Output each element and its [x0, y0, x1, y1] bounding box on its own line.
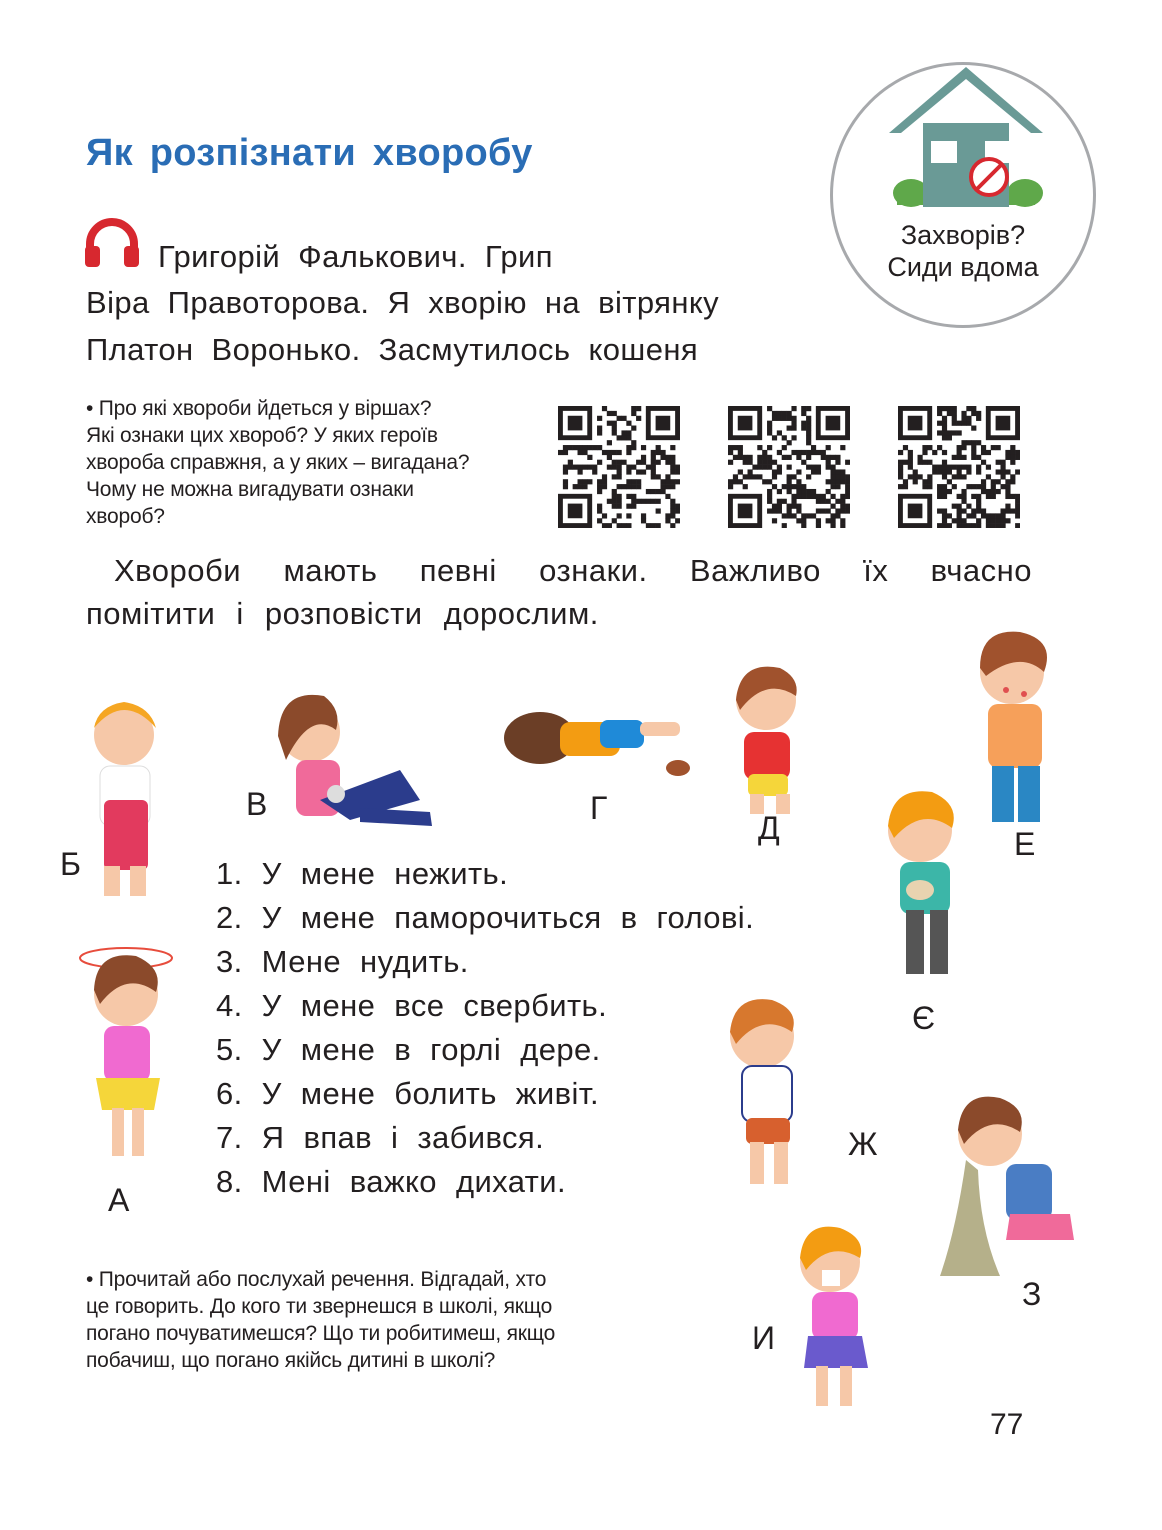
- task-text: [86, 1266, 555, 1374]
- child-z-illustration: [940, 1097, 1074, 1276]
- question-line: хвороб?: [86, 505, 165, 528]
- list-item: 7. Я впав і забився.: [216, 1120, 545, 1155]
- child-b-illustration: [94, 702, 156, 896]
- list-item: 2. У мене паморочиться в голові.: [216, 900, 755, 935]
- main-text-line-1: Хвороби мають певні ознаки. Важливо їх вчасно: [114, 553, 1032, 588]
- question-line: хвороба справжня, а у яких – вигадана?: [86, 451, 470, 474]
- sign-line-1: Захворів?: [900, 220, 1026, 250]
- list-item: 3. Мене нудить.: [216, 944, 469, 979]
- poem-3[interactable]: Платон Воронько. Засмутилось кошеня: [86, 332, 699, 367]
- task-line: це говорить. До кого ти звернешся в школі, якщо: [86, 1295, 553, 1318]
- poem-2[interactable]: Віра Правоторова. Я хворію на вітрянку: [86, 285, 720, 320]
- task-line: • Прочитай або послухай речення. Відгадай, хто: [86, 1268, 547, 1291]
- question-line: Чому не можна вигадувати ознаки: [86, 478, 414, 501]
- letter-v: В: [246, 786, 268, 822]
- question-line: • Про які хвороби йдеться у віршах?: [86, 397, 432, 420]
- page-title: Як розпізнати хворобу: [86, 132, 533, 174]
- child-h-illustration: [504, 712, 690, 776]
- list-item: 4. У мене все свербить.: [216, 988, 608, 1023]
- list-item: 1. У мене нежить.: [216, 856, 509, 891]
- child-a-illustration: [80, 948, 172, 1156]
- child-e-illustration: [980, 632, 1047, 822]
- child-v-illustration: [278, 695, 432, 826]
- letter-h: Г: [590, 790, 608, 826]
- child-d-illustration: [736, 667, 797, 814]
- letter-zh: Ж: [848, 1126, 878, 1162]
- letter-y: И: [752, 1320, 775, 1356]
- list-item: 5. У мене в горлі дере.: [216, 1032, 601, 1067]
- sentences-list: [216, 852, 754, 1204]
- poem-1[interactable]: Григорій Фалькович. Грип: [158, 239, 553, 274]
- letter-e: Е: [1014, 826, 1036, 862]
- task-line: погано почуватимешся? Що ти робитимеш, якщо: [86, 1322, 556, 1345]
- letter-b: Б: [60, 846, 81, 882]
- list-item: 6. У мене болить живіт.: [216, 1076, 599, 1111]
- child-y-illustration: [800, 1227, 868, 1406]
- main-text-line-2: помітити і розповісти дорослим.: [86, 596, 599, 631]
- child-ye-illustration: [888, 791, 954, 974]
- letter-ye: Є: [912, 1000, 935, 1036]
- page-number: 77: [990, 1408, 1024, 1441]
- sign-line-2: Сиди вдома: [887, 252, 1039, 282]
- task-line: побачиш, що погано якійсь дитині в школі?: [86, 1349, 496, 1372]
- question-line: Які ознаки цих хвороб? У яких героїв: [86, 424, 438, 447]
- list-item: 8. Мені важко дихати.: [216, 1164, 567, 1199]
- letter-d: Д: [758, 810, 780, 846]
- letter-a: А: [108, 1182, 130, 1218]
- letter-z: З: [1022, 1276, 1042, 1312]
